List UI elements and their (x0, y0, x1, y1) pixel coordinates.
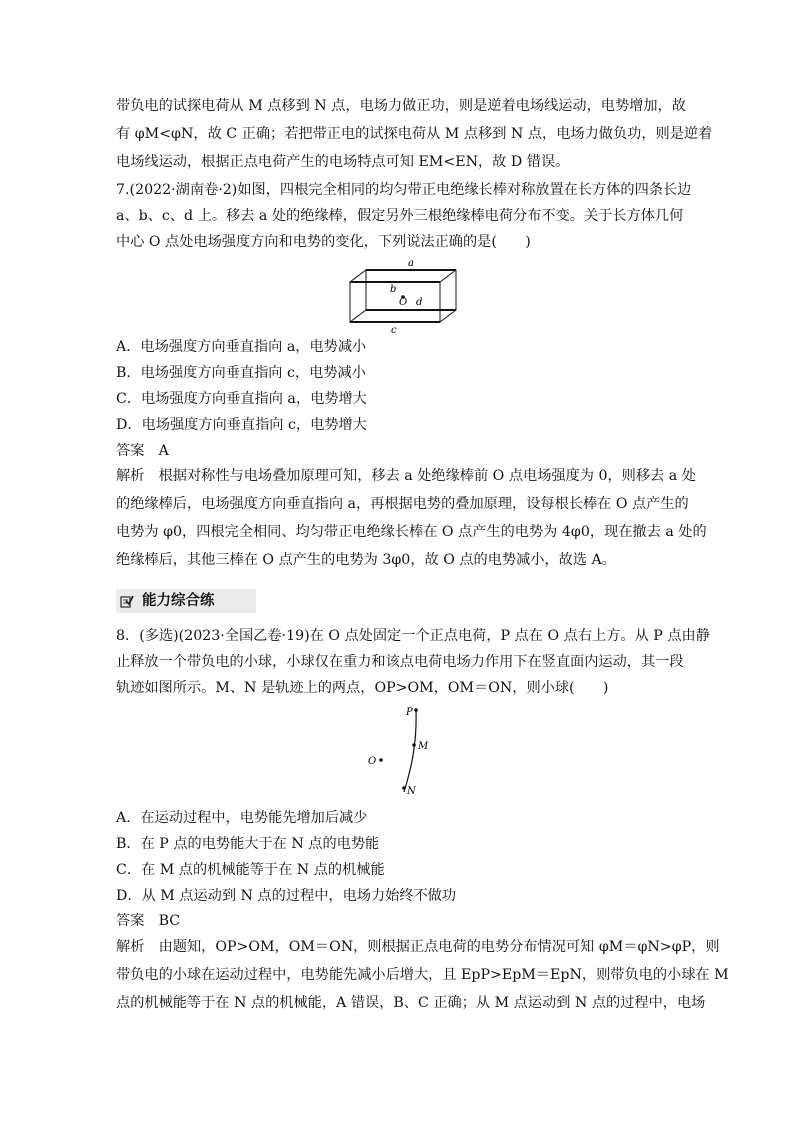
q7-stem-line-2: a、b、c、d 上。移去 a 处的绝缘棒，假定另外三根绝缘棒电荷分布不变。关于长方体几何 (116, 208, 684, 224)
q7-box-figure (330, 256, 470, 336)
prev-explanation-line-2: 有 φM<φN，故 C 正确；若把带正电的试探电荷从 M 点移到 N 点，电场力做负功，则是逆着 (116, 126, 713, 142)
q8-option-d: D．从 M 点运动到 N 点的过程中，电场力始终不做功 (116, 888, 457, 904)
label-d: d (416, 297, 423, 308)
q7-explanation-line-2: 的绝缘棒后，电场强度方向垂直指向 a，再根据电势的叠加原理，设每根长棒在 O 点产生的 (116, 496, 689, 512)
label-c: c (391, 325, 397, 336)
q8-option-a: A．在运动过程中，电势能先增加后减少 (116, 810, 368, 826)
q7-option-b: B．电场强度方向垂直指向 c，电势减小 (116, 365, 366, 381)
q7-explanation-line-3: 电势为 φ0，四根完全相同、均匀带正电绝缘长棒在 O 点产生的电势为 4φ0，现在撤去 a 处的 (116, 524, 707, 540)
label-b: b (390, 284, 397, 295)
q8-answer: 答案 BC (116, 913, 181, 929)
checklist-icon (120, 594, 134, 608)
q8-stem-line-1: 8．(多选)(2023·全国乙卷·19)在 O 点处固定一个正点电荷，P 点在 O 点右上方。从 P 点由静 (116, 628, 710, 644)
point-M (412, 743, 416, 747)
q8-explanation-line-1: 解析 由题知，OP>OM，OM＝ON，则根据正点电荷的电势分布情况可知 φM＝φN>φP，则 (116, 939, 720, 955)
q7-option-a: A．电场强度方向垂直指向 a，电势减小 (116, 339, 367, 355)
label-a: a (408, 258, 414, 269)
q7-option-d: D．电场强度方向垂直指向 c，电势增大 (116, 417, 367, 433)
q7-option-c: C．电场强度方向垂直指向 a，电势增大 (116, 391, 367, 407)
q7-answer: 答案 A (116, 443, 169, 459)
prev-explanation-line-1: 带负电的试探电荷从 M 点移到 N 点，电场力做正功，则是逆着电场线运动，电势增加，故 (116, 98, 686, 114)
q7-explanation-line-4: 绝缘棒后，其他三棒在 O 点产生的电势为 3φ0，故 O 点的电势减小，故选 A。 (116, 552, 616, 568)
q8-option-c: C．在 M 点的机械能等于在 N 点的机械能 (116, 862, 385, 878)
point-O (379, 758, 383, 762)
prev-explanation-line-3: 电场线运动，根据正点电荷产生的电场特点可知 EM<EN，故 D 错误。 (116, 154, 570, 170)
label-M: M (418, 741, 429, 752)
section-title: 能力综合练 (142, 593, 215, 609)
section-header (116, 589, 256, 613)
q8-stem-line-2: 止释放一个带负电的小球，小球仅在重力和该点电荷电场力作用下在竖直面内运动，其一段 (116, 654, 684, 670)
trajectory-curve (404, 710, 416, 792)
label-N: N (407, 786, 416, 797)
label-O: O (399, 297, 408, 308)
q8-trajectory-figure (360, 702, 450, 802)
q7-stem-line-3: 中心 O 点处电场强度方向和电势的变化，下列说法正确的是( ) (116, 234, 531, 250)
q8-explanation-line-3: 点的机械能等于在 N 点的机械能，A 错误，B、C 正确；从 M 点运动到 N 点的过程中，电场 (116, 995, 706, 1011)
label-P: P (406, 707, 413, 718)
q8-explanation-line-2: 带负电的小球在运动过程中，电势能先减小后增大，且 EpP>EpM＝EpN，则带负电的小球在 M (116, 967, 729, 983)
q8-stem-line-3: 轨迹如图所示。M、N 是轨迹上的两点，OP>OM，OM＝ON，则小球( ) (116, 680, 609, 696)
q7-explanation-line-1: 解析 根据对称性与电场叠加原理可知，移去 a 处绝缘棒前 O 点电场强度为 0，则移去 a 处 (116, 468, 696, 484)
point-P (414, 708, 418, 712)
point-N (402, 786, 406, 790)
label-O: O (368, 756, 377, 767)
q8-option-b: B．在 P 点的电势能大于在 N 点的电势能 (116, 836, 380, 852)
q7-stem-line-1: 7.(2022·湖南卷·2)如图，四根完全相同的均匀带正电绝缘长棒对称放置在长方体的四条长边 (116, 182, 692, 198)
